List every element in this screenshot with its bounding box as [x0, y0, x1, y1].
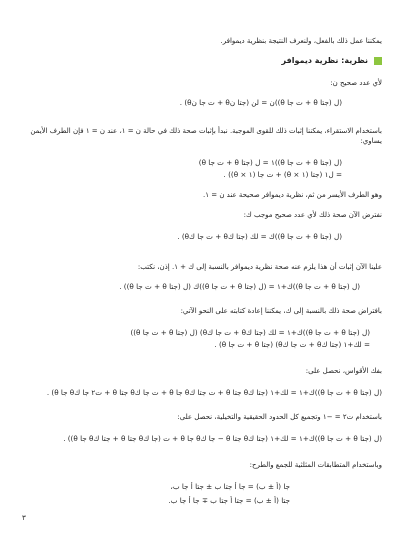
- expand-formula: (ل (جتا θ + ت جا θ))ك+١ = لك+١ (جتا كθ جتا θ + ت جتا كθ جا θ + ت جا كθ جتا θ + ت٢ جا كθ جا θ) .: [46, 388, 382, 397]
- section-heading: [20, 56, 382, 66]
- base-case-conclusion: وهو الطرف الأيسر من ثم، نظرية ديموافر صحيحة عند ن = ١.: [203, 191, 382, 199]
- combine-intro: باستخدام ت٢ = −١ وتجميع كل الحدود الحقيقية والتخيلية، نحصل على:: [177, 413, 382, 421]
- goal-formula: (ل (جتا θ + ت جا θ))ك+١ = (ل (جتا θ + ت جا θ))ك (ل (جتا θ + ت جا θ)) .: [119, 282, 360, 291]
- identity-cos: جتا (أ ± ب) = جتا أ جتا ب ∓ جا أ جا ب.: [168, 496, 290, 505]
- theorem-formula: (ل (جتا θ + ت جا θ))ن = لن (جتا نθ + ت جا نθ) .: [179, 98, 342, 107]
- intro-text: يمكننا عمل ذلك بالفعل، ولنعرف النتيجة بنظرية ديموافر.: [220, 37, 382, 45]
- section-heading-text: نظرية: نظرية ديموافر: [281, 56, 368, 65]
- identity-sin: جا (أ ± ب) = جا أ جتا ب ± جتا أ جا ب،: [170, 482, 290, 491]
- theorem-condition: لأي عدد صحيح ن:: [330, 79, 382, 87]
- assume-intro: نفترض الآن صحة ذلك لأي عدد صحيح موجب ك:: [243, 211, 382, 219]
- rewrite-line2: = لك+١ (جتا كθ + ت جا كθ) (جتا θ + ت جا θ) .: [214, 340, 370, 349]
- induction-intro: باستخدام الاستقراء، يمكننا إثبات ذلك للقوى الموجبة. نبدأ بإثبات صحة ذلك في حالة ن = ١، عند ن = ١ فإن الطرف الأيمن يساوي:: [30, 127, 382, 145]
- green-square-icon: [374, 57, 382, 65]
- assume-formula: (ل (جتا θ + ت جا θ))ك = لك (جتا كθ + ت جا كθ) .: [177, 232, 342, 241]
- expand-intro: بفك الأقواس، نحصل على:: [305, 367, 382, 375]
- base-case-line1: (ل (جتا θ + ت جا θ))١ = ل (جتا θ + ت جا θ): [198, 158, 342, 167]
- identities-intro: وباستخدام المتطابقات المثلثية للجمع والطرح:: [249, 461, 382, 469]
- page-number: ٣: [22, 514, 26, 522]
- rewrite-intro: بافتراض صحة ذلك بالنسبة إلى ك، يمكننا إعادة كتابته على النحو الآتي:: [180, 307, 382, 315]
- base-case-line2: = ل١ (جتا (١ × θ) + ت جا (١ × θ)) .: [223, 170, 342, 179]
- combine-formula: (ل (جتا θ + ت جا θ))ك+١ = لك+١ (جتا كθ جتا θ − جا كθ جا θ + ت (جا كθ جتا θ + جتا كθ جا θ)) .: [63, 434, 382, 443]
- rewrite-line1: (ل (جتا θ + ت جا θ))ك+١ = لك (جتا كθ + ت جا كθ) (ل (جتا θ + ت جا θ)): [130, 328, 370, 337]
- goal-intro: علينا الآن إثبات أن هذا يلزم عنه صحة نظرية ديموافر بالنسبة إلى ك + ١. إذن، نكتب:: [137, 263, 382, 271]
